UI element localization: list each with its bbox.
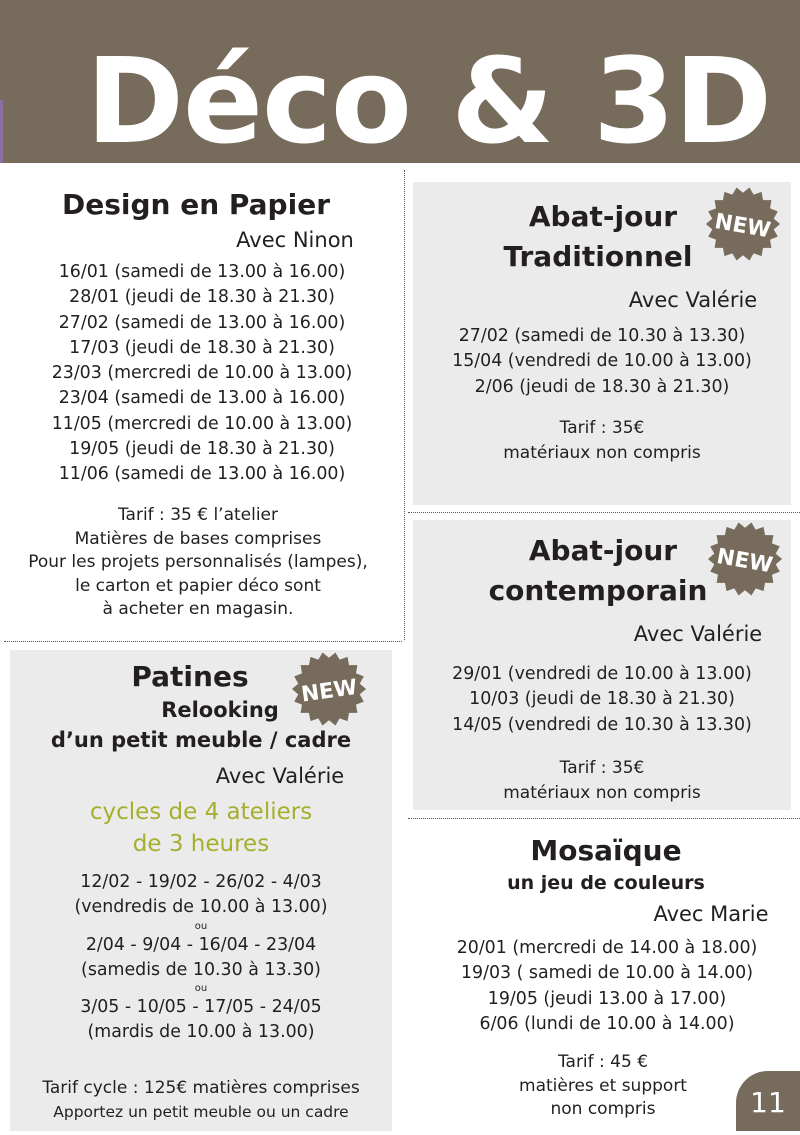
page-title: Déco & 3D — [86, 32, 772, 170]
section-design-papier — [0, 170, 404, 640]
session-list — [10, 870, 392, 1046]
info-line: le carton et papier déco sont — [75, 575, 321, 596]
date-line: 16/01 (samedi de 13.00 à 16.00) — [58, 262, 346, 282]
page-number: 11 — [736, 1071, 800, 1131]
horizontal-divider-right-2 — [408, 818, 800, 819]
horizontal-divider-left — [4, 641, 402, 642]
date-line: 11/06 (samedi de 13.00 à 16.00) — [58, 464, 346, 485]
new-label: NEW — [299, 674, 359, 708]
tarif: Tarif : 35€ — [559, 418, 645, 438]
cycle-info — [10, 796, 392, 860]
date-line: 27/02 (samedi de 10.30 à 13.30) — [458, 326, 746, 346]
teacher-name: Avec Valérie — [633, 622, 763, 646]
info-line: matières et support — [519, 1075, 687, 1096]
tarif: Tarif cycle : 125€ matières comprises — [42, 1078, 360, 1098]
session-dates: 3/05 - 10/05 - 17/05 - 24/05 — [80, 997, 322, 1018]
date-list — [0, 260, 404, 488]
date-line: 10/03 (jeudi de 18.30 à 21.30) — [469, 689, 735, 710]
or-label: ou — [194, 920, 208, 932]
new-label: NEW — [714, 544, 775, 579]
section-subtitle: Relooking — [161, 698, 279, 722]
session-time: (mardis de 10.00 à 13.00) — [87, 1022, 315, 1043]
tarif: Tarif : 35€ — [559, 758, 645, 778]
cycle-line: cycles de 4 ateliers — [89, 799, 313, 825]
info-line: Tarif : 45 € — [557, 1052, 649, 1072]
info-line: Tarif : 35 € l’atelier — [117, 505, 279, 525]
info-line: Pour les projets personnalisés (lampes), — [28, 552, 368, 572]
date-line: 11/05 (mercredi de 10.00 à 13.00) — [51, 413, 353, 434]
header-accent — [0, 100, 3, 163]
or-label: ou — [194, 983, 208, 995]
section-subtitle: un jeu de couleurs — [507, 872, 705, 894]
note: matériaux non compris — [503, 783, 701, 803]
date-line: 29/01 (vendredi de 10.00 à 13.00) — [452, 664, 752, 684]
date-line: 19/05 (jeudi de 18.30 à 21.30) — [69, 439, 335, 460]
new-badge — [290, 650, 368, 728]
new-label: NEW — [712, 209, 773, 244]
session-time: (vendredis de 10.00 à 13.00) — [74, 897, 328, 918]
session-time: (samedis de 10.30 à 13.30) — [81, 959, 321, 980]
info-line: Matières de bases comprises — [74, 528, 322, 549]
info-line: à acheter en magasin. — [102, 599, 294, 619]
section-title: Design en Papier — [62, 188, 330, 221]
vertical-divider — [404, 170, 405, 640]
new-badge — [704, 185, 782, 263]
date-line: 14/05 (vendredi de 10.30 à 13.30) — [452, 714, 752, 735]
date-line: 19/05 (jeudi 13.00 à 17.00) — [487, 988, 727, 1009]
cycle-line: de 3 heures — [132, 831, 270, 857]
section-title: Traditionnel — [503, 240, 693, 273]
note: Apportez un petit meuble ou un cadre — [53, 1103, 349, 1121]
new-badge — [706, 520, 784, 598]
date-line: 15/04 (vendredi de 10.00 à 13.00) — [452, 351, 752, 372]
date-line: 19/03 ( samedi de 10.00 à 14.00) — [460, 963, 754, 984]
date-line: 28/01 (jeudi de 18.30 à 21.30) — [69, 287, 335, 308]
section-subtitle: d’un petit meuble / cadre — [50, 728, 352, 752]
date-list — [413, 662, 791, 738]
date-line: 2/06 (jeudi de 18.30 à 21.30) — [474, 376, 730, 397]
date-line: 23/04 (samedi de 13.00 à 16.00) — [58, 388, 346, 409]
teacher-name: Avec Valérie — [628, 288, 758, 312]
date-line: 17/03 (jeudi de 18.30 à 21.30) — [69, 337, 335, 358]
session-dates: 12/02 - 19/02 - 26/02 - 4/03 — [80, 872, 322, 892]
date-line: 27/02 (samedi de 13.00 à 16.00) — [58, 312, 346, 333]
horizontal-divider-right-1 — [408, 512, 800, 513]
section-title: Mosaïque — [530, 834, 682, 867]
info-block — [0, 504, 396, 622]
date-list — [412, 936, 800, 1037]
date-line: 6/06 (lundi de 10.00 à 14.00) — [479, 1013, 735, 1034]
date-line: 20/01 (mercredi de 14.00 à 18.00) — [456, 938, 758, 958]
teacher-name: Avec Valérie — [215, 764, 345, 788]
section-title: Patines — [131, 660, 249, 693]
date-line: 23/03 (mercredi de 10.00 à 13.00) — [51, 363, 353, 384]
section-title: contemporain — [488, 574, 708, 607]
section-title: Abat-jour — [528, 534, 678, 567]
session-dates: 2/04 - 9/04 - 16/04 - 23/04 — [85, 934, 317, 955]
section-title: Abat-jour — [528, 200, 678, 233]
teacher-name: Avec Marie — [653, 902, 769, 926]
teacher-name: Avec Ninon — [236, 228, 354, 252]
info-line: non compris — [550, 1099, 656, 1119]
date-list — [413, 324, 791, 400]
note: matériaux non compris — [503, 443, 701, 463]
